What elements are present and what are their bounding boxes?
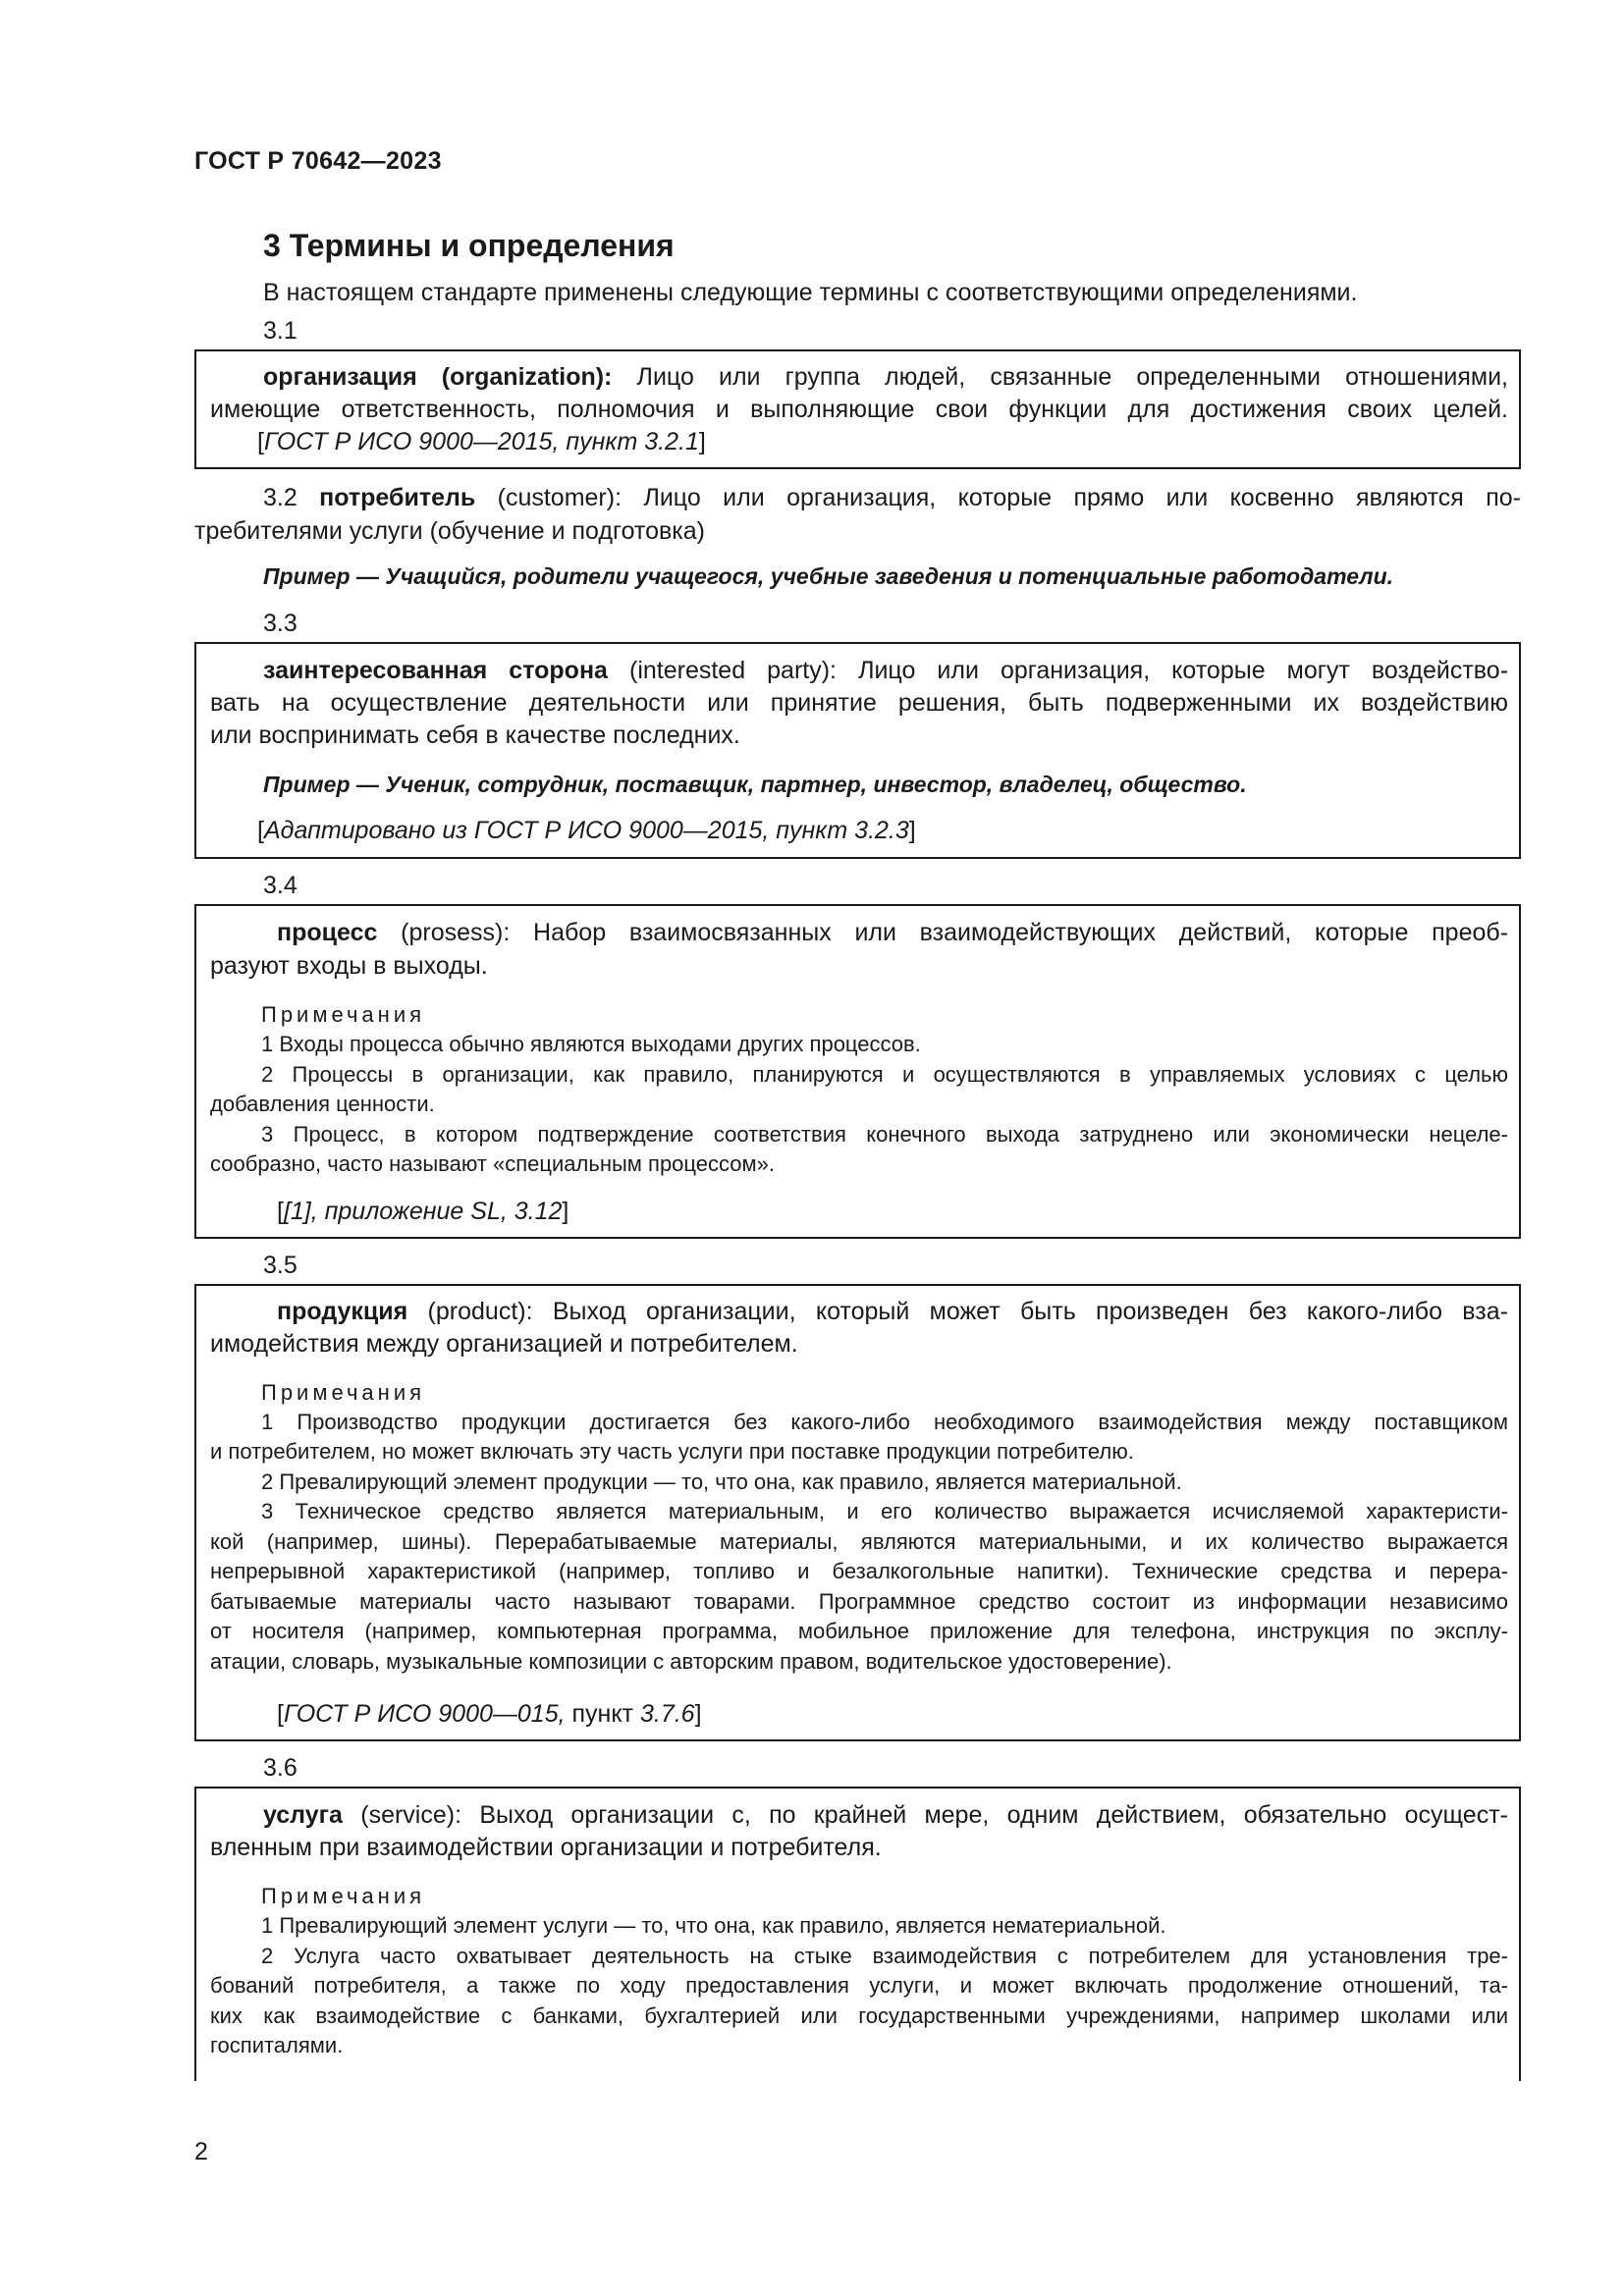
term-3-5-note3-line3: непрерывной характеристикой (например, топливо и безалкогольные напитки). Технические средства и перера- <box>210 1559 1508 1583</box>
term-3-5-note1-line1: 1 Производство продукции достигается без какого-либо необходимого взаимодействия между поставщиком <box>261 1410 1508 1434</box>
term-3-6-note2-line2: бований потребителя, а также по ходу предоставления услуги, и может включать продолжение отношений, та- <box>210 1973 1508 1998</box>
term-3-2-line1: 3.2 потребитель (customer): Лицо или организация, которые прямо или косвенно являются по- <box>263 484 1521 511</box>
term-3-5-note2: 2 Превалирующий элемент продукции — то, что она, как правило, является материальной. <box>261 1469 1182 1494</box>
term-3-4-line2: разуют входы в выходы. <box>210 952 488 980</box>
term-3-5-note1-line2: и потребителем, но может включать эту часть услуги при поставке продукции потребителю. <box>210 1439 1134 1464</box>
term-3-5-note3-line6: атации, словарь, музыкальные композиции с авторским правом, водительское удостоверение). <box>210 1649 1172 1674</box>
standard-designation: ГОСТ Р 70642—2023 <box>194 147 442 175</box>
term-3-3-example: Пример — Ученик, сотрудник, поставщик, партнер, инвестор, владелец, общество. <box>263 772 1247 797</box>
term-3-4-source: [[1], приложение SL, 3.12] <box>277 1198 569 1225</box>
term-3-6-note2-line1: 2 Услуга часто охватывает деятельность на стыке взаимодействия с потребителем для установления тре- <box>261 1944 1508 1968</box>
term-3-6-line2: вленным при взаимодействии организации и потребителя. <box>210 1834 882 1861</box>
section-title: 3 Термины и определения <box>263 228 675 263</box>
term-3-3-name: заинтересованная сторона <box>263 657 608 684</box>
term-number-3-6: 3.6 <box>263 1754 298 1782</box>
term-3-6-note2-line4: госпиталями. <box>210 2033 344 2057</box>
term-3-5-line2: имодействия между организацией и потребителем. <box>210 1330 798 1358</box>
term-3-5-note3-line1: 3 Техническое средство является материальным, и его количество выражается исчисляемой характеристи- <box>261 1499 1508 1523</box>
term-number-3-4: 3.4 <box>263 872 298 899</box>
term-3-6-name: услуга <box>263 1801 343 1829</box>
term-3-1-source: [ГОСТ Р ИСО 9000—2015, пункт 3.2.1] <box>257 428 706 455</box>
term-3-4-name: процесс <box>277 919 378 946</box>
term-number-3-1: 3.1 <box>263 317 298 345</box>
page-number: 2 <box>194 2138 208 2165</box>
term-3-1-line1: организация (organization): Лицо или группа людей, связанные определенными отношениями, <box>263 363 1509 391</box>
term-3-4-notes-title: Примечания <box>261 1002 426 1027</box>
term-3-5-source: [ГОСТ Р ИСО 9000—015, пункт 3.7.6] <box>277 1700 702 1728</box>
term-3-5-notes-title: Примечания <box>261 1380 426 1405</box>
term-3-4-line1: процесс (prosess): Набор взаимосвязанных или взаимодействующих действий, которые преоб- <box>277 919 1509 946</box>
term-3-4-note3-line2: сообразно, часто называют «специальным процессом». <box>210 1151 775 1176</box>
term-3-3-source: [Адаптировано из ГОСТ Р ИСО 9000—2015, пункт 3.2.3] <box>257 817 916 844</box>
term-3-2-example: Пример — Учащийся, родители учащегося, учебные заведения и потенциальные работодатели. <box>263 563 1394 589</box>
term-3-4-note2-line2: добавления ценности. <box>210 1092 435 1116</box>
section-intro: В настоящем стандарте применены следующие термины с соответствующими определениями. <box>263 279 1358 306</box>
term-3-3-line3: или воспринимать себя в качестве последних. <box>210 721 740 749</box>
term-3-4-note1: 1 Входы процесса обычно являются выходами других процессов. <box>261 1032 921 1056</box>
term-3-5-note3-line5: от носителя (например, компьютерная программа, мобильное приложение для телефона, инструкция по эксплу- <box>210 1619 1508 1643</box>
term-3-5-line1: продукция (product): Выход организации, который может быть произведен без какого-либо вза- <box>277 1298 1509 1325</box>
term-number-3-5: 3.5 <box>263 1252 298 1279</box>
term-3-3-line2: вать на осуществление деятельности или принятие решения, быть подверженными их воздействию <box>210 689 1508 717</box>
term-3-5-note3-line4: батываемые материалы часто называют товарами. Программное средство состоит из информации независимо <box>210 1589 1508 1614</box>
term-3-6-line1: услуга (service): Выход организации с, по крайней мере, одним действием, обязательно осущест- <box>263 1801 1508 1829</box>
term-3-6-notes-title: Примечания <box>261 1884 426 1908</box>
term-3-3-line1: заинтересованная сторона (interested party): Лицо или организация, которые могут воздейство- <box>263 657 1509 684</box>
term-3-1-line2: имеющие ответственность, полномочия и выполняющие свои функции для достижения своих целей. <box>210 396 1508 423</box>
term-3-5-name: продукция <box>277 1298 408 1325</box>
term-number-3-3: 3.3 <box>263 610 298 637</box>
term-3-4-note3-line1: 3 Процесс, в котором подтверждение соответствия конечного выхода затруднено или экономически нецеле- <box>261 1122 1508 1147</box>
term-3-1-name: организация (organization): <box>263 363 613 391</box>
term-3-2-line2: требителями услуги (обучение и подготовка) <box>194 517 705 545</box>
term-3-2-name: потребитель <box>319 484 476 511</box>
term-3-6-note1: 1 Превалирующий элемент услуги — то, что она, как правило, является нематериальной. <box>261 1913 1166 1938</box>
term-3-4-note2-line1: 2 Процессы в организации, как правило, планируются и осуществляются в управляемых условиях с целью <box>261 1062 1508 1087</box>
term-3-5-note3-line2: кой (например, шины). Перерабатываемые материалы, являются материальными, и их количество выражается <box>210 1529 1508 1554</box>
term-3-6-note2-line3: ких как взаимодействие с банками, бухгалтерией или государственными учреждениями, например школами или <box>210 2003 1508 2028</box>
